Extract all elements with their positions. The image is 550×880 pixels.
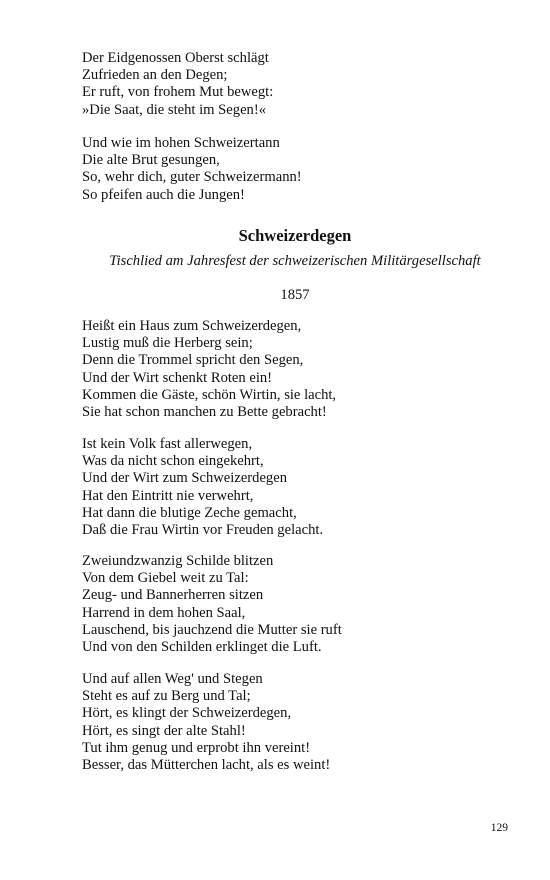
page-number: 129 — [490, 822, 508, 834]
poem-subtitle: Tischlied am Jahresfest der schweizerischen Militärgesellschaft — [109, 253, 481, 269]
poem-stanza-3 — [82, 553, 502, 656]
verse-line: Und wie im hohen Schweizertann — [82, 135, 280, 151]
previous-poem-stanza-1 — [82, 50, 502, 119]
verse-line: Und der Wirt zum Schweizerdegen — [82, 470, 288, 487]
verse-line: Die alte Brut gesungen, — [82, 152, 220, 169]
verse-line: Hat den Eintritt nie verwehrt, — [82, 487, 254, 504]
verse-line: Was da nicht schon eingekehrt, — [82, 453, 264, 470]
verse-line: So pfeifen auch die Jungen! — [82, 186, 245, 203]
verse-line: Hört, es klingt der Schweizerdegen, — [82, 705, 292, 722]
verse-line: Der Eidgenossen Oberst schlägt — [82, 50, 269, 66]
verse-line: Von dem Giebel weit zu Tal: — [82, 570, 249, 587]
verse-line: Lustig muß die Herberg sein; — [82, 335, 253, 352]
verse-line: Kommen die Gäste, schön Wirtin, sie lacht, — [82, 386, 337, 403]
verse-line: Sie hat schon manchen zu Bette gebracht! — [82, 403, 327, 420]
poem-stanza-1 — [82, 318, 502, 421]
previous-poem-stanza-2 — [82, 135, 502, 204]
verse-line: Zeug- und Bannerherren sitzen — [82, 587, 264, 604]
verse-line: Heißt ein Haus zum Schweizerdegen, — [82, 318, 302, 334]
poem-year: 1857 — [280, 287, 310, 303]
verse-line: Zufrieden an den Degen; — [82, 67, 228, 84]
poem-title: Schweizerdegen — [238, 226, 352, 245]
verse-line: So, wehr dich, guter Schweizermann! — [82, 169, 302, 186]
verse-line: Und auf allen Weg' und Stegen — [82, 671, 263, 687]
verse-line: Hört, es singt der alte Stahl! — [82, 722, 246, 739]
verse-line: Und der Wirt schenkt Roten ein! — [82, 369, 273, 386]
verse-line: Harrend in dem hohen Saal, — [82, 604, 246, 621]
poem-stanza-4 — [82, 671, 502, 774]
verse-line: Lauschend, bis jauchzend die Mutter sie ruft — [82, 621, 342, 638]
poem-stanza-2 — [82, 436, 502, 539]
verse-line: Und von den Schilden erklinget die Luft. — [82, 638, 322, 655]
verse-line: Ist kein Volk fast allerwegen, — [82, 436, 253, 452]
verse-line: Besser, das Mütterchen lacht, als es weint! — [82, 756, 331, 773]
verse-line: »Die Saat, die steht im Segen!« — [82, 101, 267, 118]
verse-line: Denn die Trommel spricht den Segen, — [82, 352, 304, 369]
verse-line: Hat dann die blutige Zeche gemacht, — [82, 504, 297, 521]
verse-line: Daß die Frau Wirtin vor Freuden gelacht. — [82, 521, 324, 538]
verse-line: Tut ihm genug und erprobt ihn vereint! — [82, 739, 311, 756]
verse-line: Steht es auf zu Berg und Tal; — [82, 688, 251, 705]
verse-line: Zweiundzwanzig Schilde blitzen — [82, 553, 274, 569]
verse-line: Er ruft, von frohem Mut bewegt: — [82, 84, 274, 101]
